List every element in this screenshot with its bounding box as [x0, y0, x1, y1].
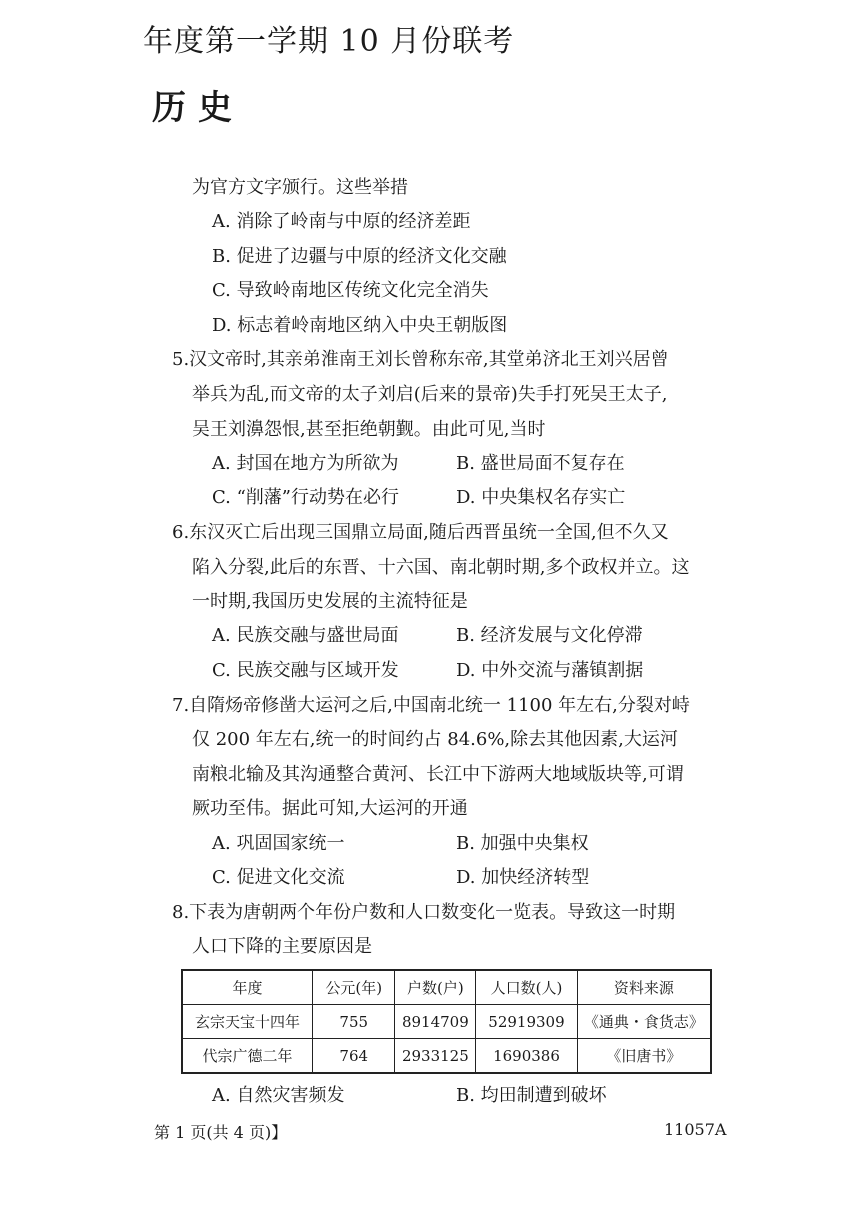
option-b: B. 盛世局面不复存在 [456, 453, 625, 474]
table-header-cell: 年度 [182, 970, 313, 1005]
question-stem-line: 陷入分裂,此后的东晋、十六国、南北朝时期,多个政权并立。这 [192, 557, 690, 578]
question-stem-line: 5.汉文帝时,其亲弟淮南王刘长曾称东帝,其堂弟济北王刘兴居曾 [172, 349, 669, 370]
option-a: A. 自然灾害频发 [212, 1085, 345, 1106]
question-stem-line: 厥功至伟。据此可知,大运河的开通 [192, 798, 468, 819]
population-table [181, 969, 712, 1074]
table-cell: 《通典・食货志》 [577, 1005, 711, 1039]
option-b: B. 加强中央集权 [456, 833, 589, 854]
option-c: C. “削藩”行动势在必行 [212, 487, 399, 508]
option-d: D. 加快经济转型 [456, 867, 590, 888]
question-stem-line: 举兵为乱,而文帝的太子刘启(后来的景帝)失手打死吴王太子, [192, 384, 668, 405]
option-a: A. 巩固国家统一 [212, 833, 345, 854]
table-header-cell: 人口数(人) [476, 970, 578, 1005]
table-header-cell: 资料来源 [577, 970, 711, 1005]
question-stem-line: 8.下表为唐朝两个年份户数和人口数变化一览表。导致这一时期 [172, 902, 676, 923]
option-d: D. 中央集权名存实亡 [456, 487, 626, 508]
table-cell: 8914709 [395, 1005, 476, 1039]
option-b: B. 均田制遭到破坏 [456, 1085, 607, 1106]
table-cell: 52919309 [476, 1005, 578, 1039]
question-stem-line: 为官方文字颁行。这些举措 [192, 177, 408, 198]
question-stem-line: 南粮北输及其沟通整合黄河、长江中下游两大地域版块等,可谓 [192, 764, 684, 785]
option-a: A. 封国在地方为所欲为 [212, 453, 399, 474]
exam-code: 11057A [664, 1120, 727, 1139]
table-cell: 2933125 [395, 1039, 476, 1074]
exam-title: 年度第一学期 10 月份联考 [143, 24, 515, 59]
option-a: A. 民族交融与盛世局面 [212, 625, 399, 646]
question-stem-line: 一时期,我国历史发展的主流特征是 [192, 591, 468, 612]
option-d: D. 标志着岭南地区纳入中央王朝版图 [212, 315, 508, 336]
option-c: C. 导致岭南地区传统文化完全消失 [212, 280, 489, 301]
page-number: 第 1 页(共 4 页)】 [154, 1123, 288, 1142]
question-stem-line: 吴王刘濞怨恨,甚至拒绝朝觐。由此可见,当时 [192, 419, 546, 440]
table-cell: 764 [313, 1039, 395, 1074]
question-stem-line: 6.东汉灭亡后出现三国鼎立局面,随后西晋虽统一全国,但不久又 [172, 522, 669, 543]
table-header-cell: 公元(年) [313, 970, 395, 1005]
table-cell: 755 [313, 1005, 395, 1039]
question-stem-line: 人口下降的主要原因是 [192, 936, 372, 957]
table-row [182, 1005, 711, 1039]
table-cell: 玄宗天宝十四年 [182, 1005, 313, 1039]
option-c: C. 促进文化交流 [212, 867, 345, 888]
option-b: B. 促进了边疆与中原的经济文化交融 [212, 246, 507, 267]
table-cell: 代宗广德二年 [182, 1039, 313, 1074]
table-header-row [182, 970, 711, 1005]
option-b: B. 经济发展与文化停滞 [456, 625, 643, 646]
option-d: D. 中外交流与藩镇割据 [456, 660, 644, 681]
table-cell: 《旧唐书》 [577, 1039, 711, 1074]
question-stem-line: 7.自隋炀帝修凿大运河之后,中国南北统一 1100 年左右,分裂对峙 [172, 695, 690, 716]
option-a: A. 消除了岭南与中原的经济差距 [212, 211, 471, 232]
table-row [182, 1039, 711, 1074]
subject-title: 历史 [152, 88, 244, 128]
table-cell: 1690386 [476, 1039, 578, 1074]
option-c: C. 民族交融与区域开发 [212, 660, 399, 681]
question-stem-line: 仅 200 年左右,统一的时间约占 84.6%,除去其他因素,大运河 [192, 729, 678, 750]
table-header-cell: 户数(户) [395, 970, 476, 1005]
